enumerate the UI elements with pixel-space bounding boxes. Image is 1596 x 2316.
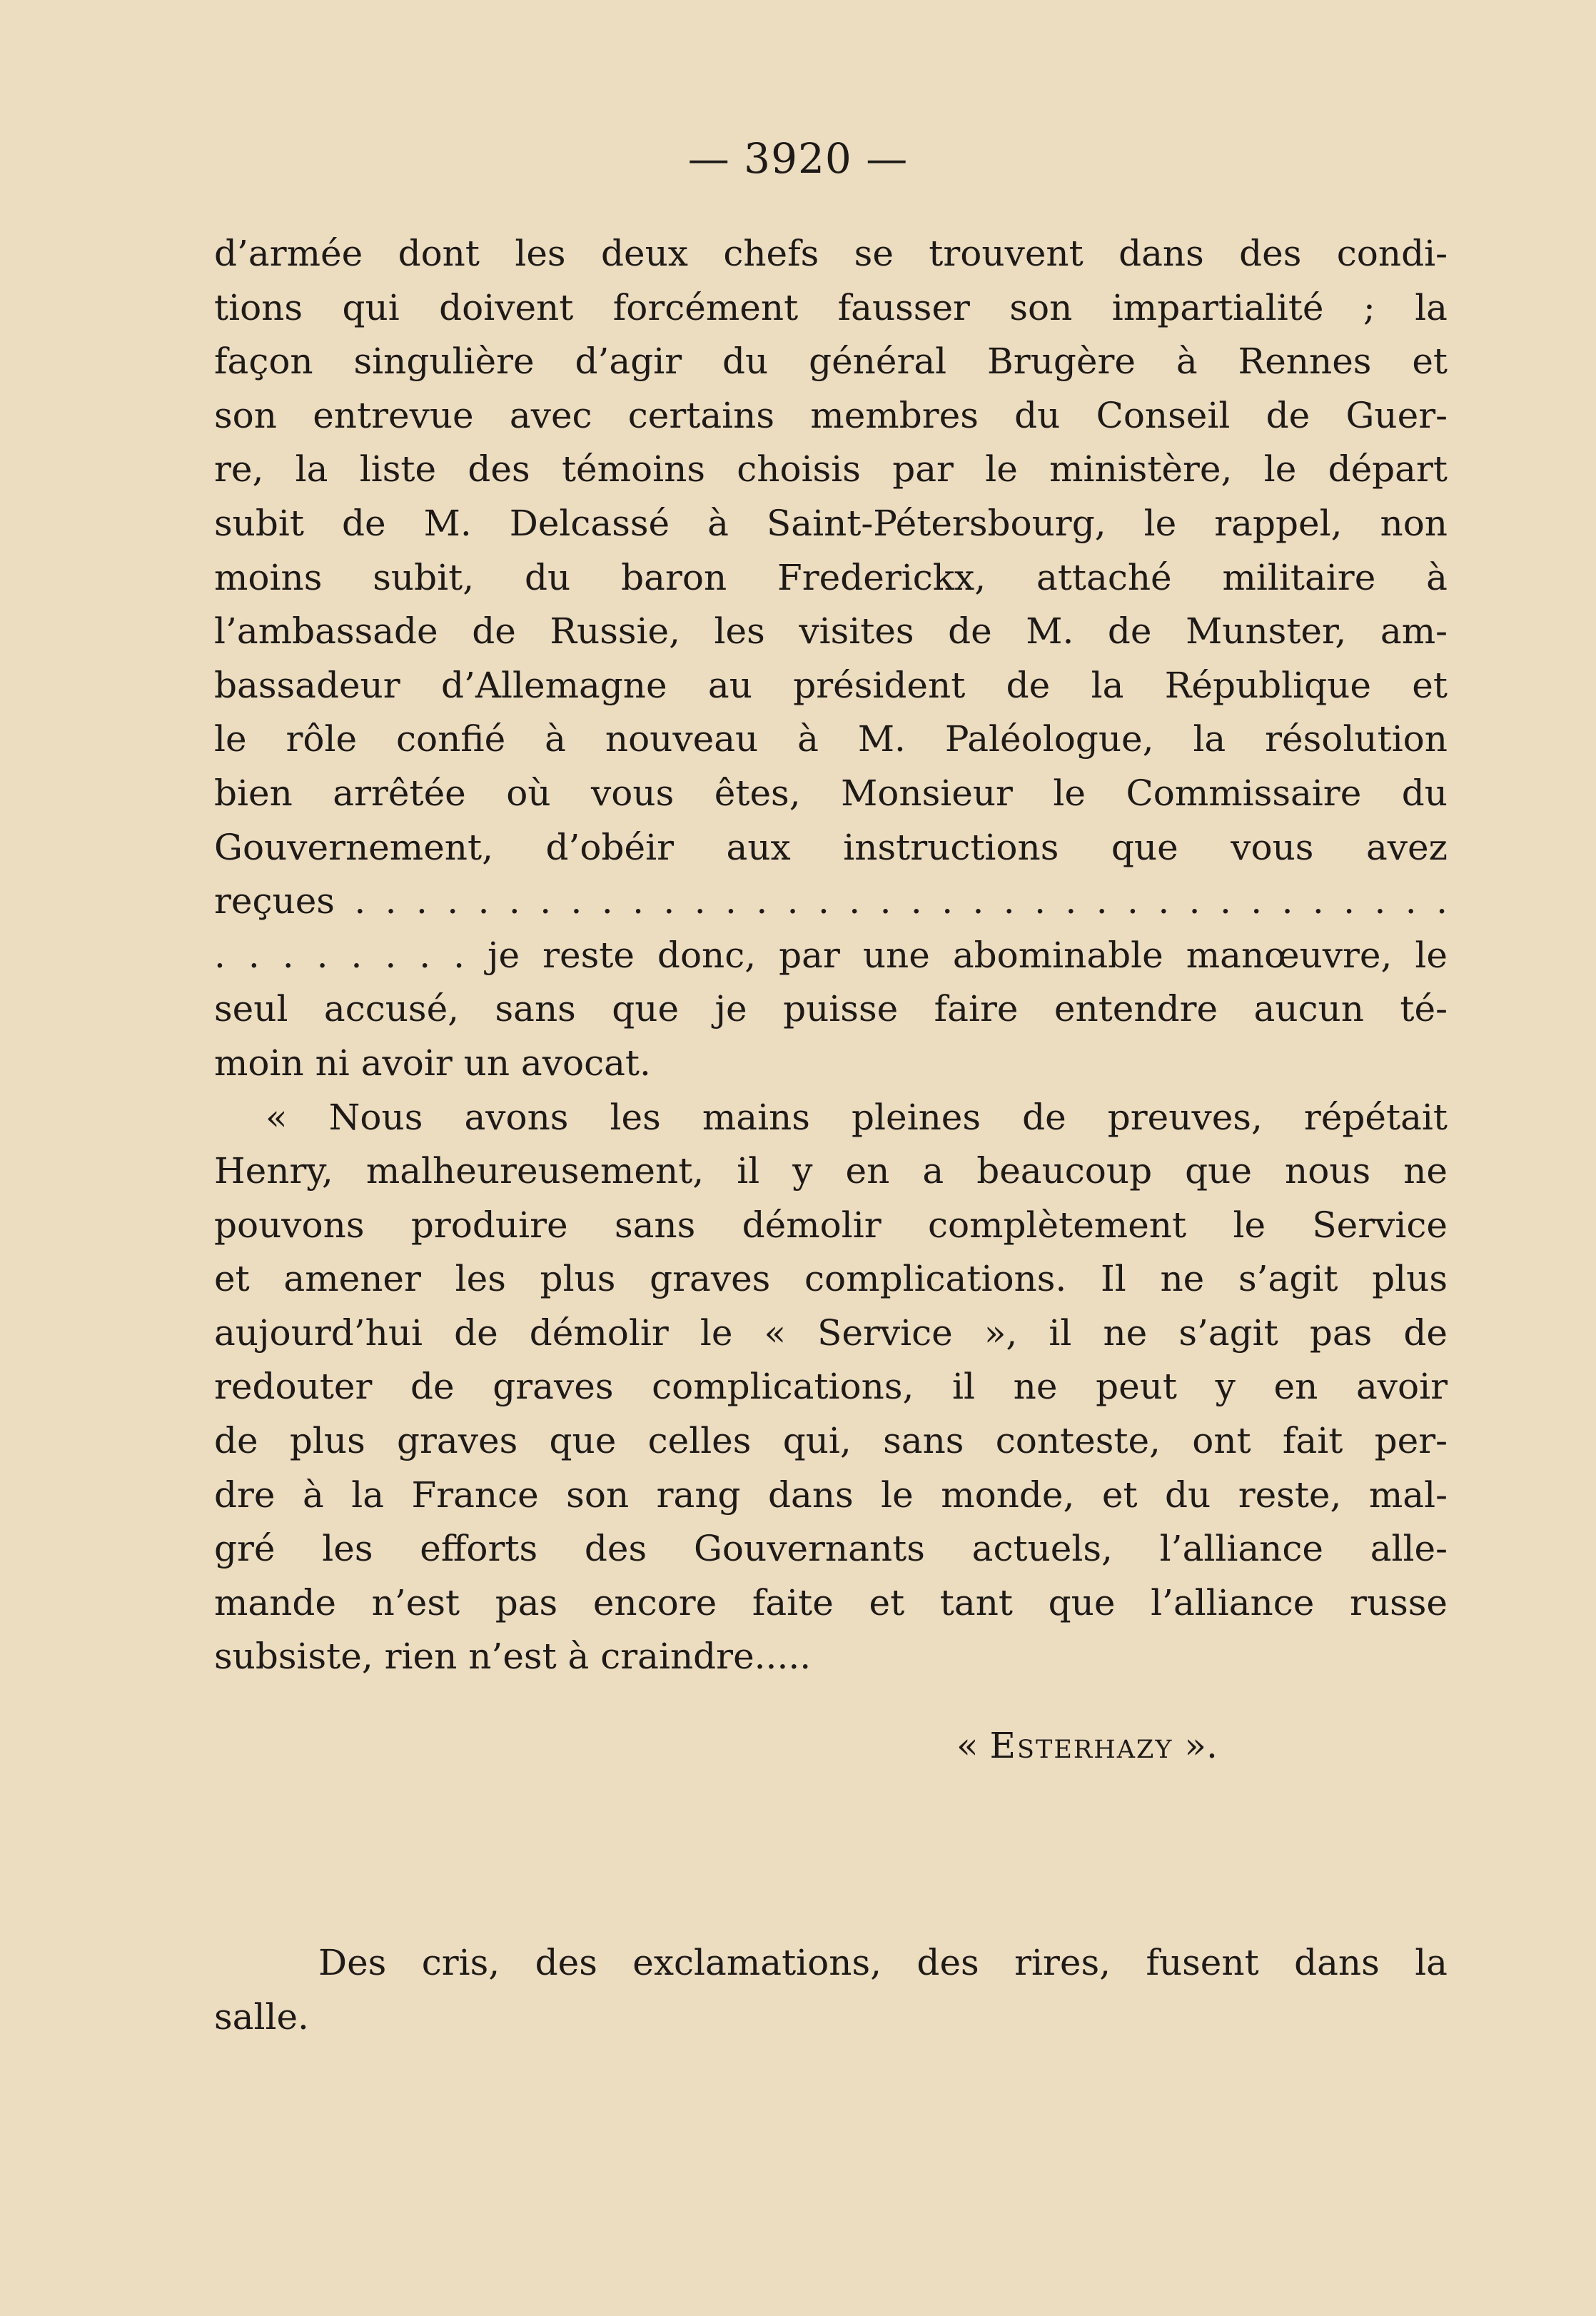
text-line: re, la liste des témoins choisis par le ministère, le départ	[214, 448, 1448, 490]
quote-line: de plus graves que celles qui, sans conteste, ont fait per-	[214, 1420, 1448, 1462]
quote-line: mande n’est pas encore faite et tant que l’alliance russe	[214, 1581, 1448, 1623]
signature-open-quote: «	[956, 1725, 979, 1766]
quote-line: Henry, malheureusement, il y en a beaucoup que nous ne	[214, 1150, 1448, 1192]
text-line: tions qui doivent forcément fausser son impartialité ; la	[214, 286, 1448, 328]
text-line: bien arrêtée où vous êtes, Monsieur le Commissaire du	[214, 772, 1448, 814]
quote-line: aujourd’hui de démolir le « Service », il ne s’agit pas de	[214, 1311, 1448, 1354]
closing-line: salle.	[214, 1995, 309, 2038]
page-number: — 3920 —	[687, 134, 909, 183]
quote-line: gré les efforts des Gouvernants actuels, l’alliance alle-	[214, 1528, 1448, 1570]
text-line: d’armée dont les deux chefs se trouvent dans des condi-	[214, 233, 1448, 274]
signature-name: Esterhazy	[989, 1725, 1173, 1766]
text-line: reçues . . . . . . . . . . . . . . . . . . . . . . . . . . . . . . . . . . . .	[214, 880, 1448, 922]
text-line: subit de M. Delcassé à Saint-Pétersbourg, le rappel, non	[214, 502, 1448, 544]
quote-line: « Nous avons les mains pleines de preuves, répétait	[266, 1096, 1448, 1138]
closing-paragraph	[214, 1936, 1448, 2044]
text-line: seul accusé, sans que je puisse faire entendre aucun té-	[214, 988, 1448, 1030]
quote-line: et amener les plus graves complications. Il ne s’agit plus	[214, 1258, 1448, 1300]
quote-line: pouvons produire sans démolir complètement le Service	[214, 1204, 1448, 1246]
signature	[956, 1719, 1218, 1773]
quote-line: subsiste, rien n’est à craindre.....	[214, 1636, 812, 1678]
text-line: . . . . . . . . je reste donc, par une abominable manœuvre, le	[214, 934, 1448, 976]
text-line: bassadeur d’Allemagne au président de la République et	[214, 664, 1448, 706]
text-line: Gouvernement, d’obéir aux instructions que vous avez	[214, 826, 1448, 868]
letter-text	[214, 227, 1448, 1684]
text-line: l’ambassade de Russie, les visites de M. de Munster, am-	[214, 610, 1448, 653]
quote-line: dre à la France son rang dans le monde, et du reste, mal-	[214, 1474, 1448, 1516]
text-line: moins subit, du baron Frederickx, attaché militaire à	[214, 556, 1448, 598]
quote-line: redouter de graves complications, il ne peut y en avoir	[214, 1366, 1448, 1408]
text-line: son entrevue avec certains membres du Conseil de Guer-	[214, 394, 1448, 436]
text-line: façon singulière d’agir du général Brugère à Rennes et	[214, 341, 1448, 383]
text-line: le rôle confié à nouveau à M. Paléologue, la résolution	[214, 718, 1448, 760]
closing-line: Des cris, des exclamations, des rires, fusent dans la	[318, 1942, 1448, 1983]
text-line: moin ni avoir un avocat.	[214, 1042, 651, 1084]
signature-close-quote: ».	[1184, 1725, 1218, 1766]
